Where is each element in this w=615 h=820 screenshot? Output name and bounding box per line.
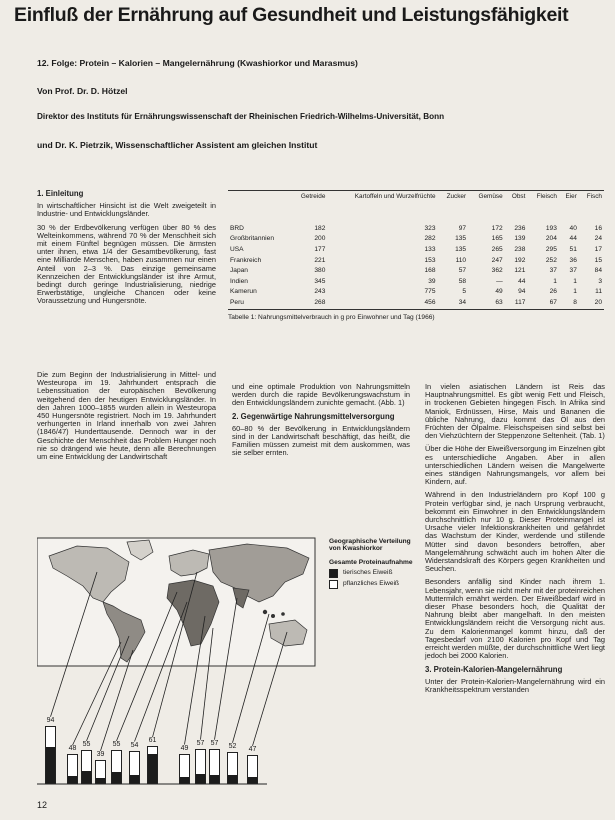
table-cell: 117 [514,298,526,306]
table-cell: 51 [569,245,577,253]
protein-bar-animal-fill [112,772,121,783]
table-row [228,234,604,245]
table-cell: 282 [424,235,436,243]
table-cell: 94 [518,288,526,296]
table-cell: 49 [495,288,503,296]
article-subtitle: 12. Folge: Protein – Kalorien – Mangelernährung (Kwashiorkor und Marasmus) [37,58,358,68]
column-3 [425,383,605,699]
table-cell: 57 [458,267,467,275]
table-cell: 172 [491,224,503,232]
table-row [228,276,604,287]
table-cell: 34 [458,298,467,306]
page-number: 12 [37,800,48,810]
table-cell-country: Frankreich [230,256,262,264]
food-consumption-table [228,193,604,308]
protein-bar-animal-fill [248,777,257,783]
paragraph: In vielen asiatischen Ländern ist Reis das Hauptnahrungsmittel. Es gibt wenig Fett und Fleisch, in trockenen Gebieten hingegen Fisch. In Afrika sind Maniok, Erdnüssen, Hirse, Mais und Bananen die übliche Nahrung, dazu kommt das Öl aus den Früchten der Ölpalme. Fleischspeisen sind selbst bei den Viehzüchtern der Steppenzone Seltenheit. (Tab. 1) [425,382,605,441]
table-header-cell: Getreide [300,193,326,200]
protein-bar [227,752,238,784]
legend-title: Geographische Verteilung von Kwashiorkor [329,538,411,553]
table-cell: 135 [455,245,467,253]
table-cell: 133 [424,245,436,253]
table-cell: 63 [495,298,503,306]
table-rule [228,309,604,310]
protein-bar [129,751,140,784]
paragraph: Besonders anfällig sind Kinder nach ihrem 1. Lebensjahr, wenn sie nicht mehr mit der proteinreichen Muttermilch ernährt werden. Der Eiweißbedarf wird in dieser Phase besonders hoch, die Qualität der Nahrung bleibt aber mangelhaft. In den meisten Entwicklungsländern reicht die Versorgung nicht aus. Zu dem Kalorienmangel kommt hinzu, daß der Tagesbedarf von 2100 Kalorien pro Kopf und Tag erreicht werden müßte, der durchschnittliche Wert liegt jedoch bei 2000 Kalorien. [425,577,605,661]
protein-bar-label: 48 [68,745,77,753]
protein-bar [247,755,258,784]
section-heading-2: 2. Gegenwärtige Nahrungsmittelversorgung [232,411,395,421]
table-cell: 97 [458,224,467,232]
table-cell: 24 [594,235,602,243]
table-cell: 5 [462,288,467,296]
table-cell: 1 [573,288,577,296]
table-rule [228,190,604,191]
author-line: Von Prof. Dr. D. Hötzel [37,86,128,96]
column-1-lower [37,371,216,466]
table-cell-country: Kamerun [230,288,257,296]
table-cell: 1 [573,277,577,285]
section-heading-1: 1. Einleitung [37,189,84,198]
paragraph: Die zum Beginn der Industrialisierung in Mittel- und Westeuropa im 19. Jahrhundert entsprach die Lebenssituation der europäischen Bevölkerung weitgehend den der heutigen Entwicklungsländer. In den Jahren 1000–1855 wurden allein in Westeuropa 450 Hungersnöte registriert. Noch im 19. Jahrhundert verhungerten in Irland innerhalb von zwei Jahren (1846/47) Hunderttausende. Dennoch war in der Geschichte der Menschheit das Problem Hunger noch nie so drängend wie heute, denn alle Berechnungen um eine Entwicklung der Landwirtschaft [37,370,216,462]
protein-bar-animal-fill [210,775,219,783]
table-cell: 26 [549,288,557,296]
protein-bar-animal-fill [82,771,91,783]
table-cell: 193 [545,224,557,232]
protein-bar-label: 55 [82,740,91,748]
affiliation-line: Direktor des Instituts für Ernährungswissenschaft der Rheinischen Friedrich-Wilhelms-Universität, Bonn [37,112,445,121]
protein-bar-label: 47 [248,745,257,753]
table-cell: 345 [314,277,326,285]
protein-bar-label: 94 [46,716,55,724]
table-header-cell: Fisch [586,193,602,200]
table-cell: 456 [424,298,436,306]
table-cell-country: Japan [230,267,248,275]
protein-bar-label: 61 [148,737,157,745]
table-cell: 20 [594,298,602,306]
table-cell: — [496,277,503,285]
protein-bar-animal-fill [180,777,189,783]
column-1-upper [37,190,216,311]
table-cell: 135 [455,235,467,243]
protein-bar-label: 49 [180,744,189,752]
protein-bar [147,746,158,784]
table-cell: 775 [424,288,436,296]
table-cell: 44 [569,235,577,243]
table-cell-country: BRD [230,224,244,232]
table-cell: 200 [314,235,326,243]
table-cell: 36 [569,256,577,264]
table-cell: 8 [573,298,577,306]
protein-bar-animal-fill [68,776,77,783]
table-cell: 39 [428,277,436,285]
protein-bar-animal-fill [46,747,55,783]
table-header-cell: Eier [565,193,577,200]
protein-bar [95,760,106,784]
table-cell: 221 [314,256,326,264]
table-header-cell: Zucker [446,193,467,200]
table-cell-country: USA [230,245,244,253]
legend-label-plant: pflanzliches Eiweiß [343,579,400,587]
protein-bar-label: 52 [228,742,237,750]
protein-bar-animal-fill [148,754,157,783]
table-cell: 16 [594,224,602,232]
table-cell-country: Peru [230,298,244,306]
table-cell: 192 [514,256,526,264]
table-cell: 252 [545,256,557,264]
protein-bar [45,726,56,784]
table-header-country [228,193,290,223]
table-cell: 153 [424,256,436,264]
protein-bar-animal-fill [228,775,237,783]
table-cell: 1 [553,277,557,285]
protein-bar [179,754,190,784]
protein-bar [111,750,122,784]
protein-bar [209,749,220,784]
table-cell: 17 [594,245,602,253]
legend-subtitle: Gesamte Proteinaufnahme [329,558,413,566]
paragraph: 30 % der Erdbevölkerung verfügen über 80 % des Welteinkommens, während 70 % der Menschheit sich mit einem Fünftel begnügen müssen. Die ärmsten unter ihnen, etwa 1/4 der Gesamtbevölkerung, fast eine Milliarde Menschen, haben zusammen nur einen Anteil von 2–3 %. Das einzige gemeinsame Kennzeichen der Entwicklungsländer ist ihre Armut, bedingt durch geringe Industrialisierung, niedrige Erwerbstätige, ungleiche Chancen oder keine Voraussetzung und Hungersnöte. [37,222,216,306]
table-cell: 362 [491,267,503,275]
legend-label-animal: tierisches Eiweiß [343,569,393,577]
table-cell: 265 [491,245,503,253]
table-row [228,287,604,298]
protein-bar-animal-fill [196,774,205,783]
table-cell: 40 [569,224,577,232]
paragraph: Über die Höhe der Eiweißversorgung im Einzelnen gibt es unterschiedliche Angaben. Aber in allen unterschiedlichen Ländern weisen die Mangelwerte eines ständigen Nahrungsmangels, vor allem bei Kindern, auf. [425,444,605,487]
protein-bar-animal-fill [130,775,139,783]
coauthor-line: und Dr. K. Pietrzik, Wissenschaftlicher Assistent am gleichen Institut [37,140,318,150]
table-cell: 177 [314,245,326,253]
protein-bar-label: 55 [112,740,121,748]
table-cell: 58 [458,277,467,285]
table-cell-country: Indien [230,277,248,285]
table-cell: 268 [314,298,326,306]
column-2 [232,383,410,463]
paragraph: und eine optimale Produktion von Nahrungsmitteln werden durch die rapide Bevölkerungswachstum in den Entwicklungsländern zunichte gemacht. (Abb. 1) [232,382,410,408]
table-cell: 139 [514,235,526,243]
table-cell: 67 [549,298,557,306]
table-row [228,244,604,255]
table-cell: 204 [545,235,557,243]
protein-bars [37,532,417,792]
table-header-cell: Fleisch [536,193,557,200]
table-cell: 238 [514,245,526,253]
table-header-cell: Kartoffeln und Wurzelfrüchte [354,193,436,200]
protein-bar [195,749,206,784]
table-cell: 3 [598,277,602,285]
table-cell: 243 [314,288,326,296]
protein-bar-label: 57 [210,739,219,747]
paragraph: 60–80 % der Bevölkerung in Entwicklungsländern sind in der Landwirtschaft beschäftigt, das heißt, die Familien müssen zumeist mit dem auskommen, was sie selber ernten. [232,423,410,458]
protein-bar-label: 54 [130,741,139,749]
table-header-cell: Obst [511,193,526,200]
table-cell: 295 [545,245,557,253]
table-header-cell: Gemüse [478,193,503,200]
table-row [228,297,604,308]
table-cell: 247 [491,256,503,264]
table-cell: 236 [514,224,526,232]
food-table-block [228,190,604,321]
table-cell: 11 [595,288,602,296]
table-cell: 168 [424,267,436,275]
table-cell: 37 [549,267,557,275]
table-cell: 121 [514,267,526,275]
table-cell: 110 [455,256,467,264]
table-row [228,223,604,234]
table-cell-country: Großbritannien [230,235,274,243]
table-cell: 15 [594,256,602,264]
kwashiorkor-figure [37,532,417,792]
table-cell: 323 [424,224,436,232]
article-title: Einfluß der Ernährung auf Gesundheit und Leistungsfähigkeit [14,4,569,26]
protein-bar [67,754,78,784]
table-cell: 165 [491,235,503,243]
paragraph: Während in den Industrieländern pro Kopf 100 g Protein verfügbar sind, je nach Ursprung verbraucht, bekommt ein Einwohner in den Entwicklungsländern durchschnittlich nur 10 g. Dieser Proteinmangel ist Ursache vieler Infektionskrankheiten und gefährdet das Wachstum der Kinder, werdende und stillende Mütter sind davon besonders betroffen, aber Mangelernährung schwächt auch im hohen Alter die Widerstandskraft des Körpers gegen Krankheiten und Seuchen. [425,490,605,574]
table-cell: 84 [594,267,602,275]
table-row [228,255,604,266]
table-cell: 380 [314,267,326,275]
section-heading-3: 3. Protein-Kalorien-Mangelernährung [425,664,563,674]
paragraph: Unter der Protein-Kalorien-Mangelernährung wird ein Krankheitsspektrum verstanden [425,676,605,694]
table-header-row [228,193,604,223]
table-cell: 44 [518,277,526,285]
protein-bar-animal-fill [96,778,105,783]
protein-bar-label: 57 [196,739,205,747]
table-row [228,265,604,276]
paragraph: In wirtschaftlicher Hinsicht ist die Welt zweigeteilt in Industrie- und Entwicklungsländer. [37,201,216,219]
protein-bar-label: 39 [96,750,105,758]
table-cell: 182 [314,224,326,232]
table-cell: 37 [569,267,577,275]
table-caption: Tabelle 1: Nahrungsmittelverbrauch in g pro Einwohner und Tag (1966) [228,313,435,321]
